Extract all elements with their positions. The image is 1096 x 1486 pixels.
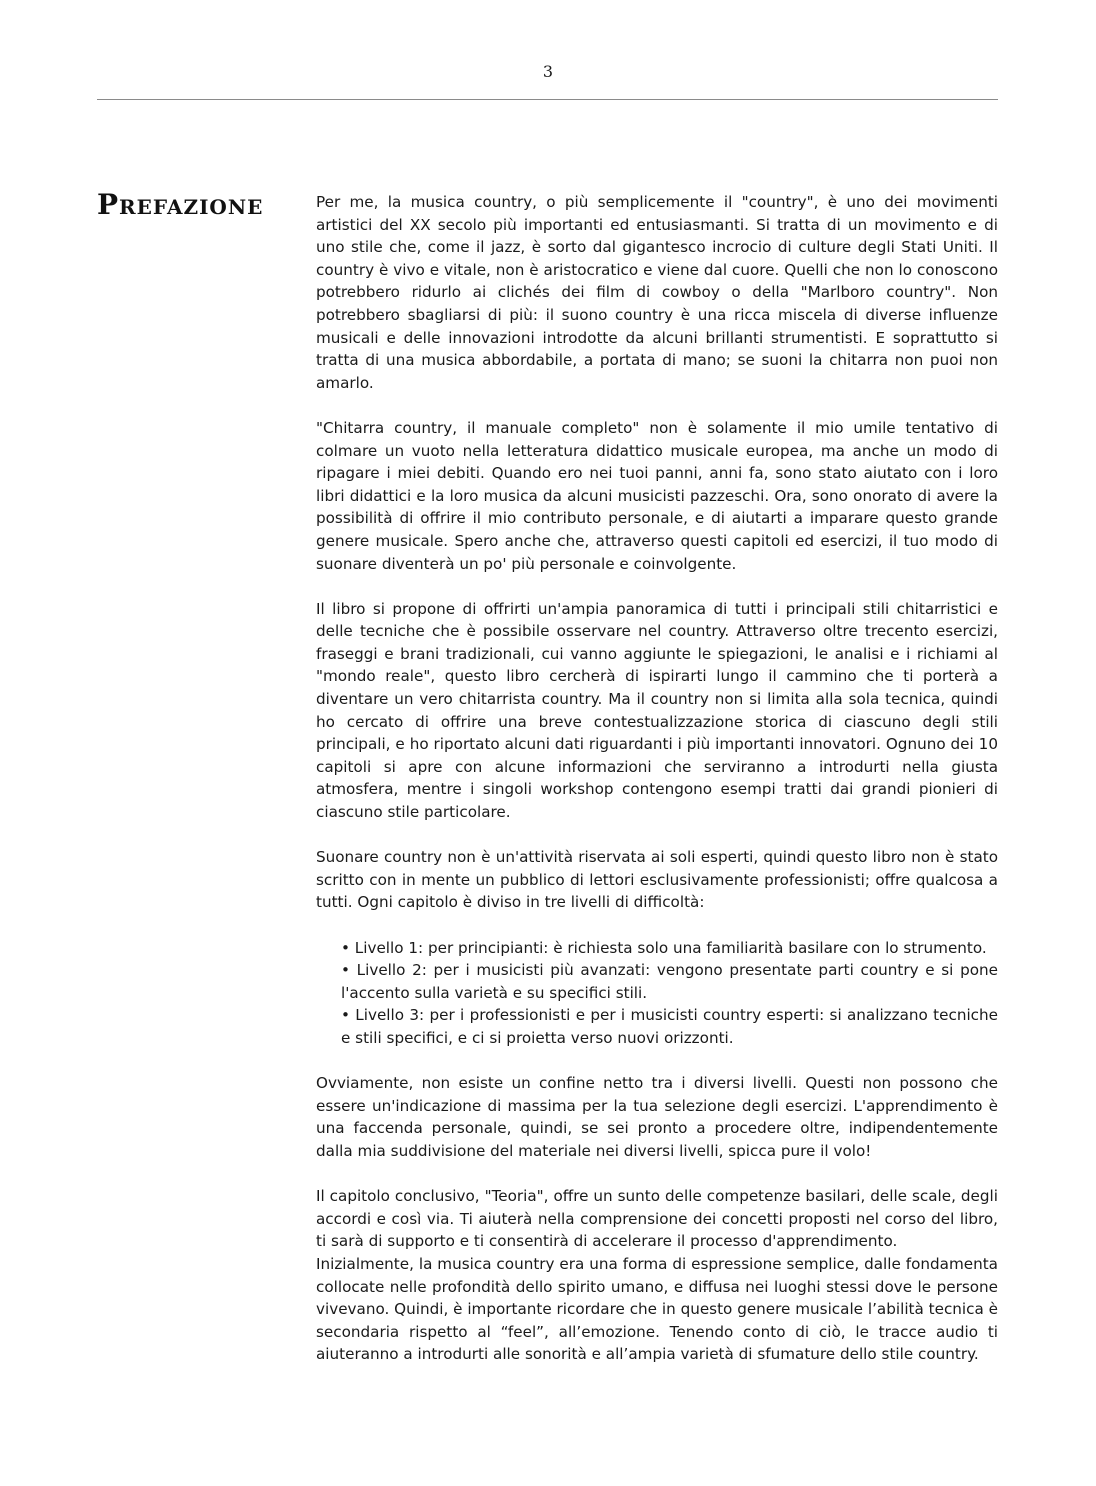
list-item: • Livello 1: per principianti: è richiesta solo una familiarità basilare con lo strumento. <box>341 938 987 957</box>
paragraph: Il libro si propone di offrirti un'ampia panoramica di tutti i principali stili chitarristici e delle tecniche che è possibile osservare nel country. Attraverso oltre trecento esercizi, fraseggi e brani tradizionali, cui vanno aggiunte le spiegazioni, le analisi e i richiami al "mondo reale", questo libro cercherà di ispirarti lungo il cammino che ti porterà a diventare un vero chitarrista country. Ma il country non si limita alla sola tecnica, quindi ho cercato di offrire una breve contestualizzazione storica di ciascuno degli stili principali, e ho riportato alcuni dati riguardanti i più importanti innovatori. Ognuno dei 10 capitoli si apre con alcune informazioni che serviranno a introdurti nella giusta atmosfera, mentre i singoli workshop contengono esempi tratti dai grandi pionieri di ciascuno stile particolare. <box>316 599 998 822</box>
paragraph: Ovviamente, non esiste un confine netto tra i diversi livelli. Questi non possono che essere un'indicazione di massima per la tua selezione degli esercizi. L'apprendimento è una faccenda personale, quindi, se sei pronto a procedere oltre, indipendentemente dalla mia suddivisione del materiale nei diversi livelli, spicca pure il volo! <box>316 1074 998 1160</box>
preface-body <box>316 191 998 1388</box>
paragraph: "Chitarra country, il manuale completo" non è solamente il mio umile tentativo di colmare un vuoto nella letteratura didattico musicale europea, ma anche un modo di ripagare i miei debiti. Quando ero nei tuoi panni, anni fa, sono stato aiutato con i loro libri didattici e la loro musica da alcuni musicisti pazzeschi. Ora, sono onorato di avere la possibilità di offrire il mio contributo personale, e di aiutarti a imparare questo grande genere musicale. Spero anche che, attraverso questi capitoli ed esercizi, il tuo modo di suonare diventerà un po' più personale e coinvolgente. <box>316 418 998 573</box>
difficulty-levels-list <box>316 937 998 1050</box>
paragraph: Il capitolo conclusivo, "Teoria", offre un sunto delle competenze basilari, delle scale, degli accordi e così via. Ti aiuterà nella comprensione dei concetti proposti nel corso del libro, ti sarà di supporto e ti consentirà di accelerare il processo d'apprendimento. <box>316 1187 998 1251</box>
paragraph: Per me, la musica country, o più semplicemente il "country", è uno dei movimenti artistici del XX secolo più importanti ed entusiasmanti. Si tratta di un movimento e di uno stile che, come il jazz, è sorto dal gigantesco incrocio di culture degli Stati Uniti. Il country è vivo e vitale, non è aristocratico e viene dal cuore. Quelli che non lo conoscono potrebbero ridurlo ai clichés dei film di cowboy o della "Marlboro country". Non potrebbero sbagliarsi di più: il suono country è una ricca miscela di diverse influenze musicali e delle innovazioni introdotte da alcuni brillanti strumentisti. E soprattutto si tratta di una musica abbordabile, a portata di mano; se suoni la chitarra non puoi non amarlo. <box>316 193 998 392</box>
paragraph: Inizialmente, la musica country era una forma di espressione semplice, dalle fondamenta collocate nelle profondità dello spirito umano, e diffusa nei luoghi stessi dove le persone vivevano. Quindi, è importante ricordare che in questo genere musicale l’abilità tecnica è secondaria rispetto al “feel”, all’emozione. Tenendo conto di ciò, le tracce audio ti aiuteranno a introdurti alle sonorità e all’ampia varietà di sfumature dello stile country. <box>316 1254 998 1364</box>
list-item: • Livello 2: per i musicisti più avanzati: vengono presentate parti country e si pone l'accento sulla varietà e su specifici stili. <box>341 961 998 1002</box>
header-divider <box>97 99 998 100</box>
list-item: • Livello 3: per i professionisti e per i musicisti country esperti: si analizzano tecniche e stili specifici, e ci si proietta verso nuovi orizzonti. <box>341 1006 998 1047</box>
page-number: 3 <box>542 62 554 81</box>
paragraph: Suonare country non è un'attività riservata ai soli esperti, quindi questo libro non è stato scritto con in mente un pubblico di lettori esclusivamente professionisti; offre qualcosa a tutti. Ogni capitolo è diviso in tre livelli di difficoltà: <box>316 848 998 912</box>
section-title: Prefazione <box>97 188 264 221</box>
